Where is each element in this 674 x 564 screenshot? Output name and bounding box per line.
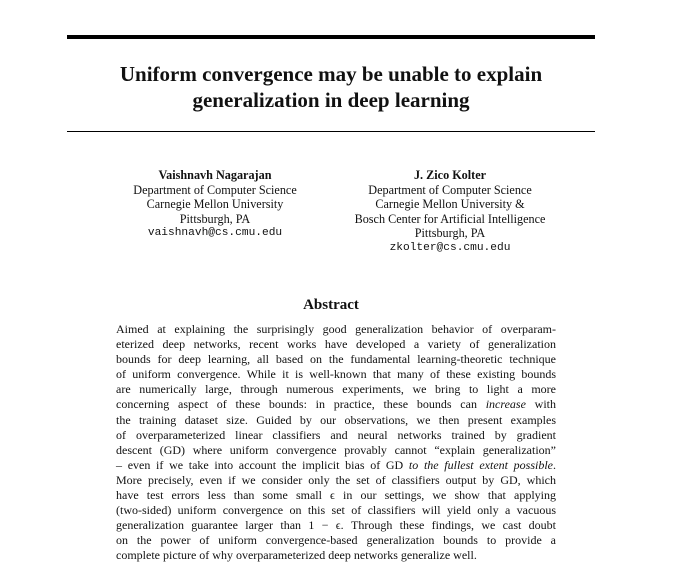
title-line-1: Uniform convergence may be unable to explain	[119, 62, 543, 86]
top-rule	[67, 35, 595, 39]
author-affiliation-line: Pittsburgh, PA	[179, 211, 251, 226]
author-affiliation-line: Pittsburgh, PA	[414, 226, 486, 241]
abstract-line: More precisely, even if we consider only the set of classifiers output by GD, which	[116, 472, 556, 487]
abstract-line: of uniform convergence. While it is well-known that many of these existing bounds	[116, 367, 556, 382]
abstract-line: Aimed at explaining the surprisingly good generalization behavior of overparam-	[116, 322, 556, 336]
abstract-line: of overparameterized linear classifiers and neural networks trained by gradient	[116, 427, 556, 442]
abstract-line: on the power of uniform convergence-based generalization bounds to provide a	[116, 533, 556, 548]
abstract-line: have test errors less than some small ϵ in our settings, we show that applying	[116, 488, 556, 503]
abstract-heading: Abstract	[303, 297, 359, 313]
abstract-line: are numerically large, through numerous experiments, we bring to light a more	[116, 382, 556, 397]
abstract-body	[116, 322, 556, 564]
author-affiliation-line: Carnegie Mellon University &	[375, 197, 525, 212]
author-name: Vaishnavh Nagarajan	[158, 168, 272, 182]
title-bottom-rule	[67, 131, 595, 132]
title-line-2: generalization in deep learning	[192, 88, 470, 112]
abstract-line: bounds for deep learning, all based on the fundamental learning-theoretic technique	[116, 352, 556, 367]
author-email: zkolter@cs.cmu.edu	[389, 241, 511, 254]
author-affiliation-line: Bosch Center for Artificial Intelligence	[354, 211, 546, 226]
abstract-line: complete picture of why overparameterized deep networks generalize well.	[116, 548, 477, 563]
abstract-line	[116, 397, 556, 412]
abstract-line: the training dataset size. Guided by our observations, we then present examples	[116, 412, 556, 427]
author-affiliation-line: Department of Computer Science	[368, 182, 532, 197]
abstract-text: .	[553, 457, 557, 472]
abstract-line: descent (GD) where uniform convergence provably cannot “explain generalization”	[116, 442, 556, 457]
abstract-text: concerning aspect of these bounds: in practice, these bounds can	[116, 397, 477, 412]
emphasis-increase: increase	[485, 397, 526, 412]
abstract-line: (two-sided) uniform convergence on this set of classifiers will yield only a vacuous	[116, 503, 556, 518]
author-block-2	[325, 168, 575, 256]
abstract-line	[116, 458, 556, 473]
author-name: J. Zico Kolter	[413, 168, 487, 182]
abstract-line: eterized deep networks, recent works have developed a variety of generalization	[116, 337, 556, 352]
paper-title	[67, 61, 595, 113]
abstract-line: generalization guarantee larger than 1 − ϵ. Through these findings, we cast doubt	[116, 518, 556, 533]
author-email: vaishnavh@cs.cmu.edu	[147, 227, 283, 240]
author-affiliation-line: Department of Computer Science	[133, 182, 297, 197]
emphasis-fullest-extent: to the fullest extent possible	[408, 457, 554, 472]
author-block-1	[100, 168, 330, 241]
abstract-text: with	[525, 397, 557, 412]
author-affiliation-line: Carnegie Mellon University	[146, 197, 284, 212]
abstract-text: – even if we take into account the implicit bias of GD	[116, 457, 404, 472]
